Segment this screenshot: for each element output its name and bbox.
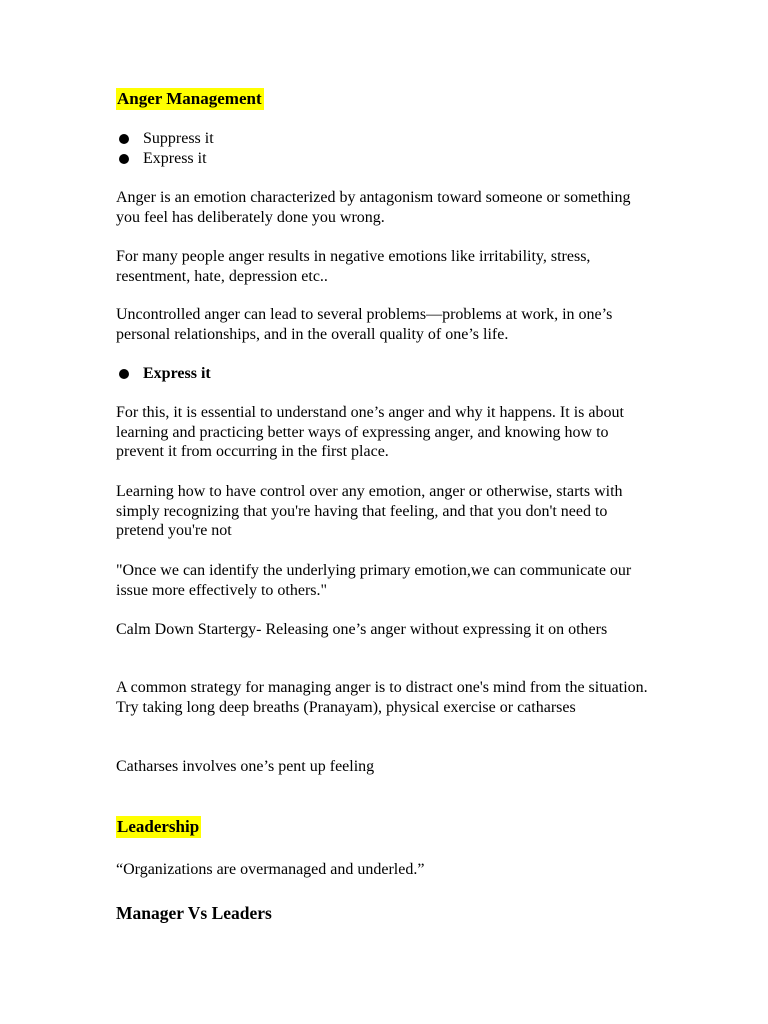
paragraph-understand-anger: For this, it is essential to understand one’s anger and why it happens. It is about learning and practicing better ways of expressing anger, and knowing how to prevent it from occurring in the first place. bbox=[116, 404, 624, 460]
express-it-heading: Express it bbox=[143, 365, 211, 382]
anger-management-heading-row bbox=[116, 89, 656, 110]
paragraph-catharses: Catharses involves one’s pent up feeling bbox=[116, 758, 375, 775]
paragraph-uncontrolled-anger: Uncontrolled anger can lead to several problems—problems at work, in one’s personal relationships, and in the overall quality of one’s life. bbox=[116, 306, 613, 343]
paragraph-quote-emotion: "Once we can identify the underlying primary emotion,we can communicate our issue more effectively to others." bbox=[116, 562, 632, 599]
leadership-heading: Leadership bbox=[117, 817, 200, 836]
paragraph-calm-down-strategy: Calm Down Startergy- Releasing one’s anger without expressing it on others bbox=[116, 621, 608, 638]
paragraph-negative-emotions: For many people anger results in negative emotions like irritability, stress, resentment, hate, depression etc.. bbox=[116, 248, 591, 285]
manager-vs-leaders-heading: Manager Vs Leaders bbox=[116, 903, 272, 923]
bullet-icon bbox=[119, 134, 129, 144]
paragraph-leadership-quote: “Organizations are overmanaged and underled.” bbox=[116, 861, 425, 878]
bullet-label: Express it bbox=[143, 150, 207, 167]
paragraph-common-strategy: A common strategy for managing anger is to distract one's mind from the situation. Try taking long deep breaths (Pranayam), physical exercise or catharses bbox=[116, 679, 648, 716]
paragraph-control-emotion: Learning how to have control over any emotion, anger or otherwise, starts with simply recognizing that you're having that feeling, and that you don't need to pretend you're not bbox=[116, 483, 623, 539]
paragraph-anger-definition: Anger is an emotion characterized by antagonism toward someone or something you feel has deliberately done you wrong. bbox=[116, 189, 631, 226]
bullet-label: Suppress it bbox=[143, 130, 214, 147]
leadership-heading-row bbox=[116, 817, 656, 838]
bullet-icon bbox=[119, 369, 129, 379]
bullet-icon bbox=[119, 154, 129, 164]
anger-management-heading: Anger Management bbox=[117, 89, 262, 108]
